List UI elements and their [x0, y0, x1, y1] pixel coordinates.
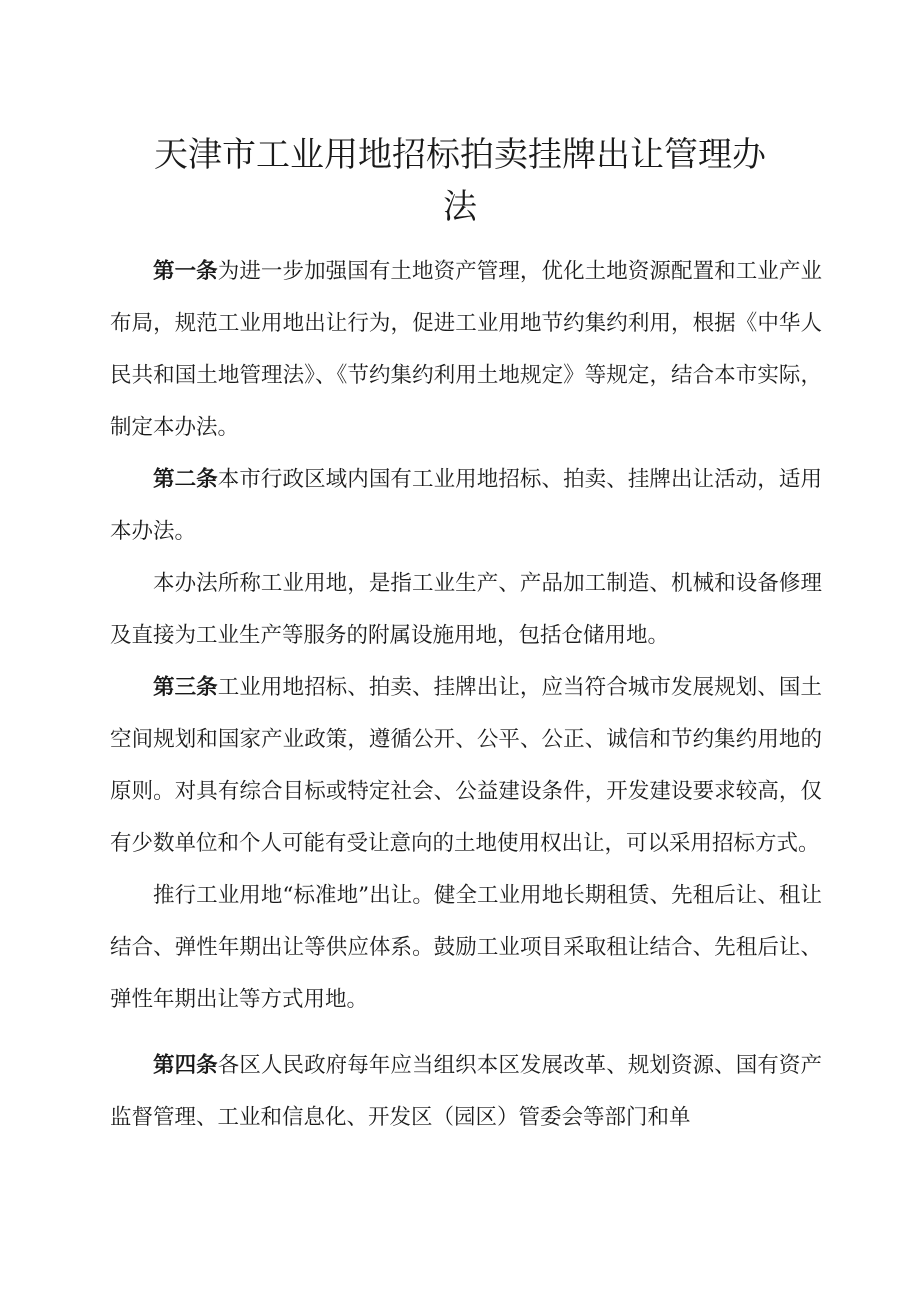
article-text: 为进一步加强国有土地资产管理，优化土地资源配置和工业产业布局，规范工业用地出让行为，促进工业用地节约集约利用，根据《中华人民共和国土地管理法》、《节约集约利用土地规定》等规定，结合本市实际，制定本办法。 [110, 259, 822, 440]
article-text: 本市行政区域内国有工业用地招标、拍卖、挂牌出让活动，适用本办法。 [110, 467, 822, 544]
article-heading: 第四条 [153, 1053, 218, 1078]
article-1 [110, 246, 822, 454]
article-text: 各区人民政府每年应当组织本区发展改革、规划资源、国有资产监督管理、工业和信息化、开发区（园区）管委会等部门和单 [110, 1053, 822, 1130]
paragraph-text: 推行工业用地“标准地”出让。健全工业用地长期租赁、先租后让、租让结合、弹性年期出让等供应体系。鼓励工业项目采取租让结合、先租后让、弹性年期出让等方式用地。 [110, 883, 822, 1012]
article-heading: 第三条 [153, 675, 218, 700]
article-text: 工业用地招标、拍卖、挂牌出让，应当符合城市发展规划、国土空间规划和国家产业政策，遵循公开、公平、公正、诚信和节约集约用地的原则。对具有综合目标或特定社会、公益建设条件，开发建设要求较高，仅有少数单位和个人可能有受让意向的土地使用权出让，可以采用招标方式。 [110, 675, 822, 856]
article-heading: 第二条 [153, 467, 218, 492]
article-3 [110, 662, 822, 870]
title-line-1: 天津市工业用地招标拍卖挂牌出让管理办 [154, 134, 766, 175]
document-title [120, 129, 800, 233]
document-body-continued [110, 1040, 822, 1144]
title-line-2: 法 [443, 186, 477, 227]
article-2-paragraph-2 [110, 558, 822, 662]
document-body [110, 246, 822, 1026]
paragraph-text: 本办法所称工业用地，是指工业生产、产品加工制造、机械和设备修理及直接为工业生产等服务的附属设施用地，包括仓储用地。 [110, 571, 822, 648]
article-3-paragraph-2 [110, 870, 822, 1026]
article-2 [110, 454, 822, 558]
article-heading: 第一条 [153, 259, 218, 284]
article-4 [110, 1040, 822, 1144]
